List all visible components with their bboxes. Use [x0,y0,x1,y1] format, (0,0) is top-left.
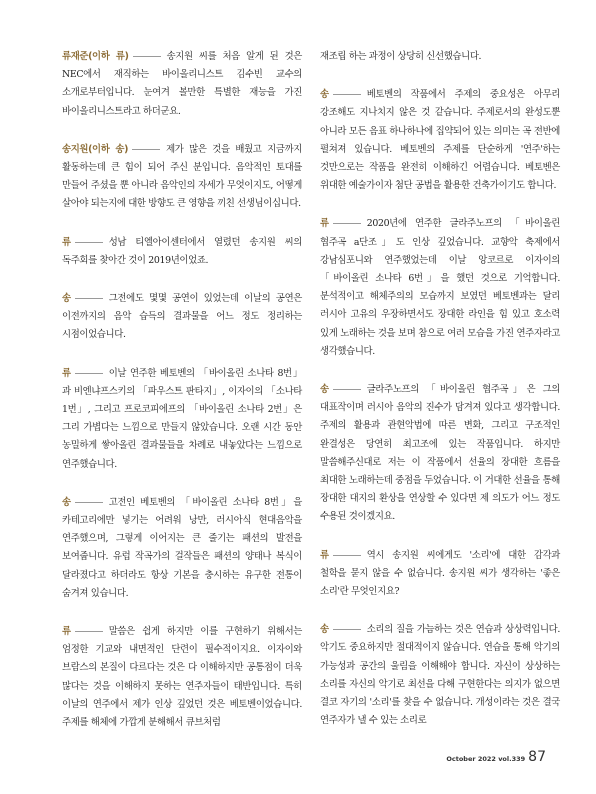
speaker-rule [333,629,361,630]
paragraph [320,381,560,527]
paragraph [62,623,302,732]
page-number: 87 [528,749,546,765]
paragraph [320,547,560,602]
paragraph [62,48,302,121]
speaker-rule [333,555,361,556]
paragraph-text: 고전인 베토벤의 「바이올린 소나타 8번」을 카테고리에만 넣기는 어려워 낭만, 러시아식 현대음악을 연주했으며, 그렇게 이어지는 큰 줄기는 패션의 발전을 보여줍니다. 유럽 작곡가의 걸작들은 패션의 양태나 복식이 달라졌다고 하더라도 항상 기본을 충시하는 유구한 전통이 숨겨져 있습니다. [62,496,302,599]
speaker-label: 송 [320,624,329,636]
paragraph-text: 2020년에 연주한 글라주노프의 「바이올린 협주곡 a단조」도 인상 깊었습니다. 교향악 축제에서 강남심포니와 연주했었는데 이날 앙코르로 이자이의 「바이올린 소나타 6번」을 했던 것으로 기억합니다. 분석적이고 해체주의의 모습까지 보였던 베토벤과는 달리 러시아 고유의 우장하면서도 장대한 라인을 힘 있고 호소력 있게 노래하는 것을 보며 참으로 여러 모습을 가진 연주자라고 생각했습니다. [320,218,560,357]
speaker-label: 송 [320,384,329,396]
speaker-label: 송지원(이하 송) [62,143,129,155]
speaker-rule [75,298,103,299]
speaker-label: 송 [62,496,71,508]
paragraph-text: 이날 연주한 베토벤의 「바이올린 소나타 8번」과 비엔냐프스키의 「파우스트 판타지」, 이자이의 「소나타 1번」, 그리고 프로코피에프의 「바이올린 소나타 2번」은 그리 가볍다는 느낌으로 만들지 않았습니다. 오랜 시간 동안 농밀하게 쌓아올린 결과물들을 차례로 내놓았다는 느낌으로 연주했습니다. [62,367,302,470]
page-footer [446,749,546,765]
paragraph-text: 베토벤의 작품에서 주제의 중요성은 아무리 강조해도 지나치지 않은 것 같습니다. 주제로서의 완성도뿐 아니라 모든 음표 하나하나에 집약되어 있는 의미는 곡 전반에 펼쳐져 있습니다. 베토벤의 주제를 단순하게 '연주'하는 것만으로는 작품을 완전히 이해하긴 어렵습니다. 베토벤은 위대한 예술가이자 첨단 공법을 활용한 건축가이기도 합니다. [320,89,560,192]
paragraph-continuation [320,48,560,66]
speaker-rule [333,94,361,95]
paragraph-text: 성남 티엘아이센터에서 열렸던 송지원 씨의 독주회를 찾아간 것이 2019년이었죠. [62,236,302,266]
paragraph-text: 역시 송지원 씨에게도 '소리'에 대한 감각과 철학을 묻지 않을 수 없습니다. 송지원 씨가 생각하는 '좋은 소리'란 무엇인지요? [320,549,560,598]
paragraph [62,494,302,603]
paragraph [62,290,302,345]
paragraph [320,86,560,195]
paragraph [62,141,302,214]
paragraph [62,365,302,474]
paragraph-text: 글라주노프의 「바이올린 협주곡」은 그의 대표작이며 러시아 음악의 진수가 담겨져 있다고 생각합니다. 주제의 활용과 관현악법에 따른 변화, 그리고 구조적인 완결성은 당연히 최고조에 있는 작품입니다. 하지만 말씀해주신대로 저는 이 작품에서 선율의 장대한 흐름을 최대한 노래하는데 중점을 두었습니다. 이 거대한 선율을 통해 장대한 대지의 환상을 연상할 수 있다면 제 의도가 어느 정도 수용된 것이겠지요. [320,384,560,523]
speaker-rule [75,373,103,374]
paragraph [320,621,560,730]
issue-label: October 2022 vol.339 [446,755,526,763]
speaker-label: 류 [62,236,71,248]
paragraph [320,215,560,361]
paragraph-text: 재조립 하는 과정이 상당히 신선했습니다. [320,51,482,62]
speaker-label: 류재준(이하 류) [62,51,129,62]
speaker-rule [132,149,160,150]
paragraph [62,234,302,270]
speaker-rule [333,223,361,224]
paragraph-text: 그전에도 몇몇 공연이 있었는데 이날의 공연은 이전까지의 음악 습득의 결과물을 어느 정도 정리하는 시점이었습니다. [62,293,302,341]
right-column [320,48,560,751]
paragraph-text: 송지원 씨를 처음 알게 된 것은 NEC에서 재직하는 바이올리니스트 김수빈 교수의 소개로부터입니다. 눈여겨 볼만한 특별한 재능을 가진 바이올리니스트라고 하더군요. [62,51,302,117]
speaker-rule [133,56,161,57]
paragraph-text: 말씀은 쉽게 하지만 이를 구현하기 위해서는 엄정한 기교와 내면적인 단련이 필수적이지요. 이자이와 브람스의 본질이 다르다는 것은 다 이해하지만 공통점이 더욱 많다는 것을 이해하지 못하는 연주자들이 태반입니다. 특히 이날의 연주에서 제가 인상 깊었던 것은 베토벤이었습니다. 주제를 해체에 가깝게 분해해서 큐브처럼 [62,626,302,729]
paragraph-text: 제가 많은 것을 배웠고 지금까지 활동하는데 큰 힘이 되어 주신 분입니다. 음악적인 토대를 만들어 주셨을 뿐 아니라 음악인의 자세가 무엇이지도, 어떻게 살아야 되는지에 대한 방향도 큰 영향을 끼친 선생님이십니다. [62,143,302,210]
speaker-label: 송 [62,293,71,305]
speaker-label: 류 [62,626,71,638]
paragraph-text: 소리의 질을 가늠하는 것은 연습과 상상력입니다. 악기도 중요하지만 절대적이지 않습니다. 연습을 통해 악기의 가능성과 공간의 울림을 이해해야 합니다. 자신이 상상하는 소리를 자신의 악기로 최선을 다해 구현한다는 의지가 없으면 결코 자기의 '소리'를 찾을 수 없습니다. 개성이라는 것은 결국 연주자가 낼 수 있는 소리로 [320,624,560,727]
speaker-label: 송 [320,89,329,101]
speaker-rule [75,502,103,503]
speaker-rule [75,631,103,632]
left-column [62,48,302,752]
speaker-rule [75,242,103,243]
speaker-label: 류 [62,367,71,379]
speaker-label: 류 [320,218,329,230]
speaker-rule [333,389,361,390]
speaker-label: 류 [320,549,329,561]
